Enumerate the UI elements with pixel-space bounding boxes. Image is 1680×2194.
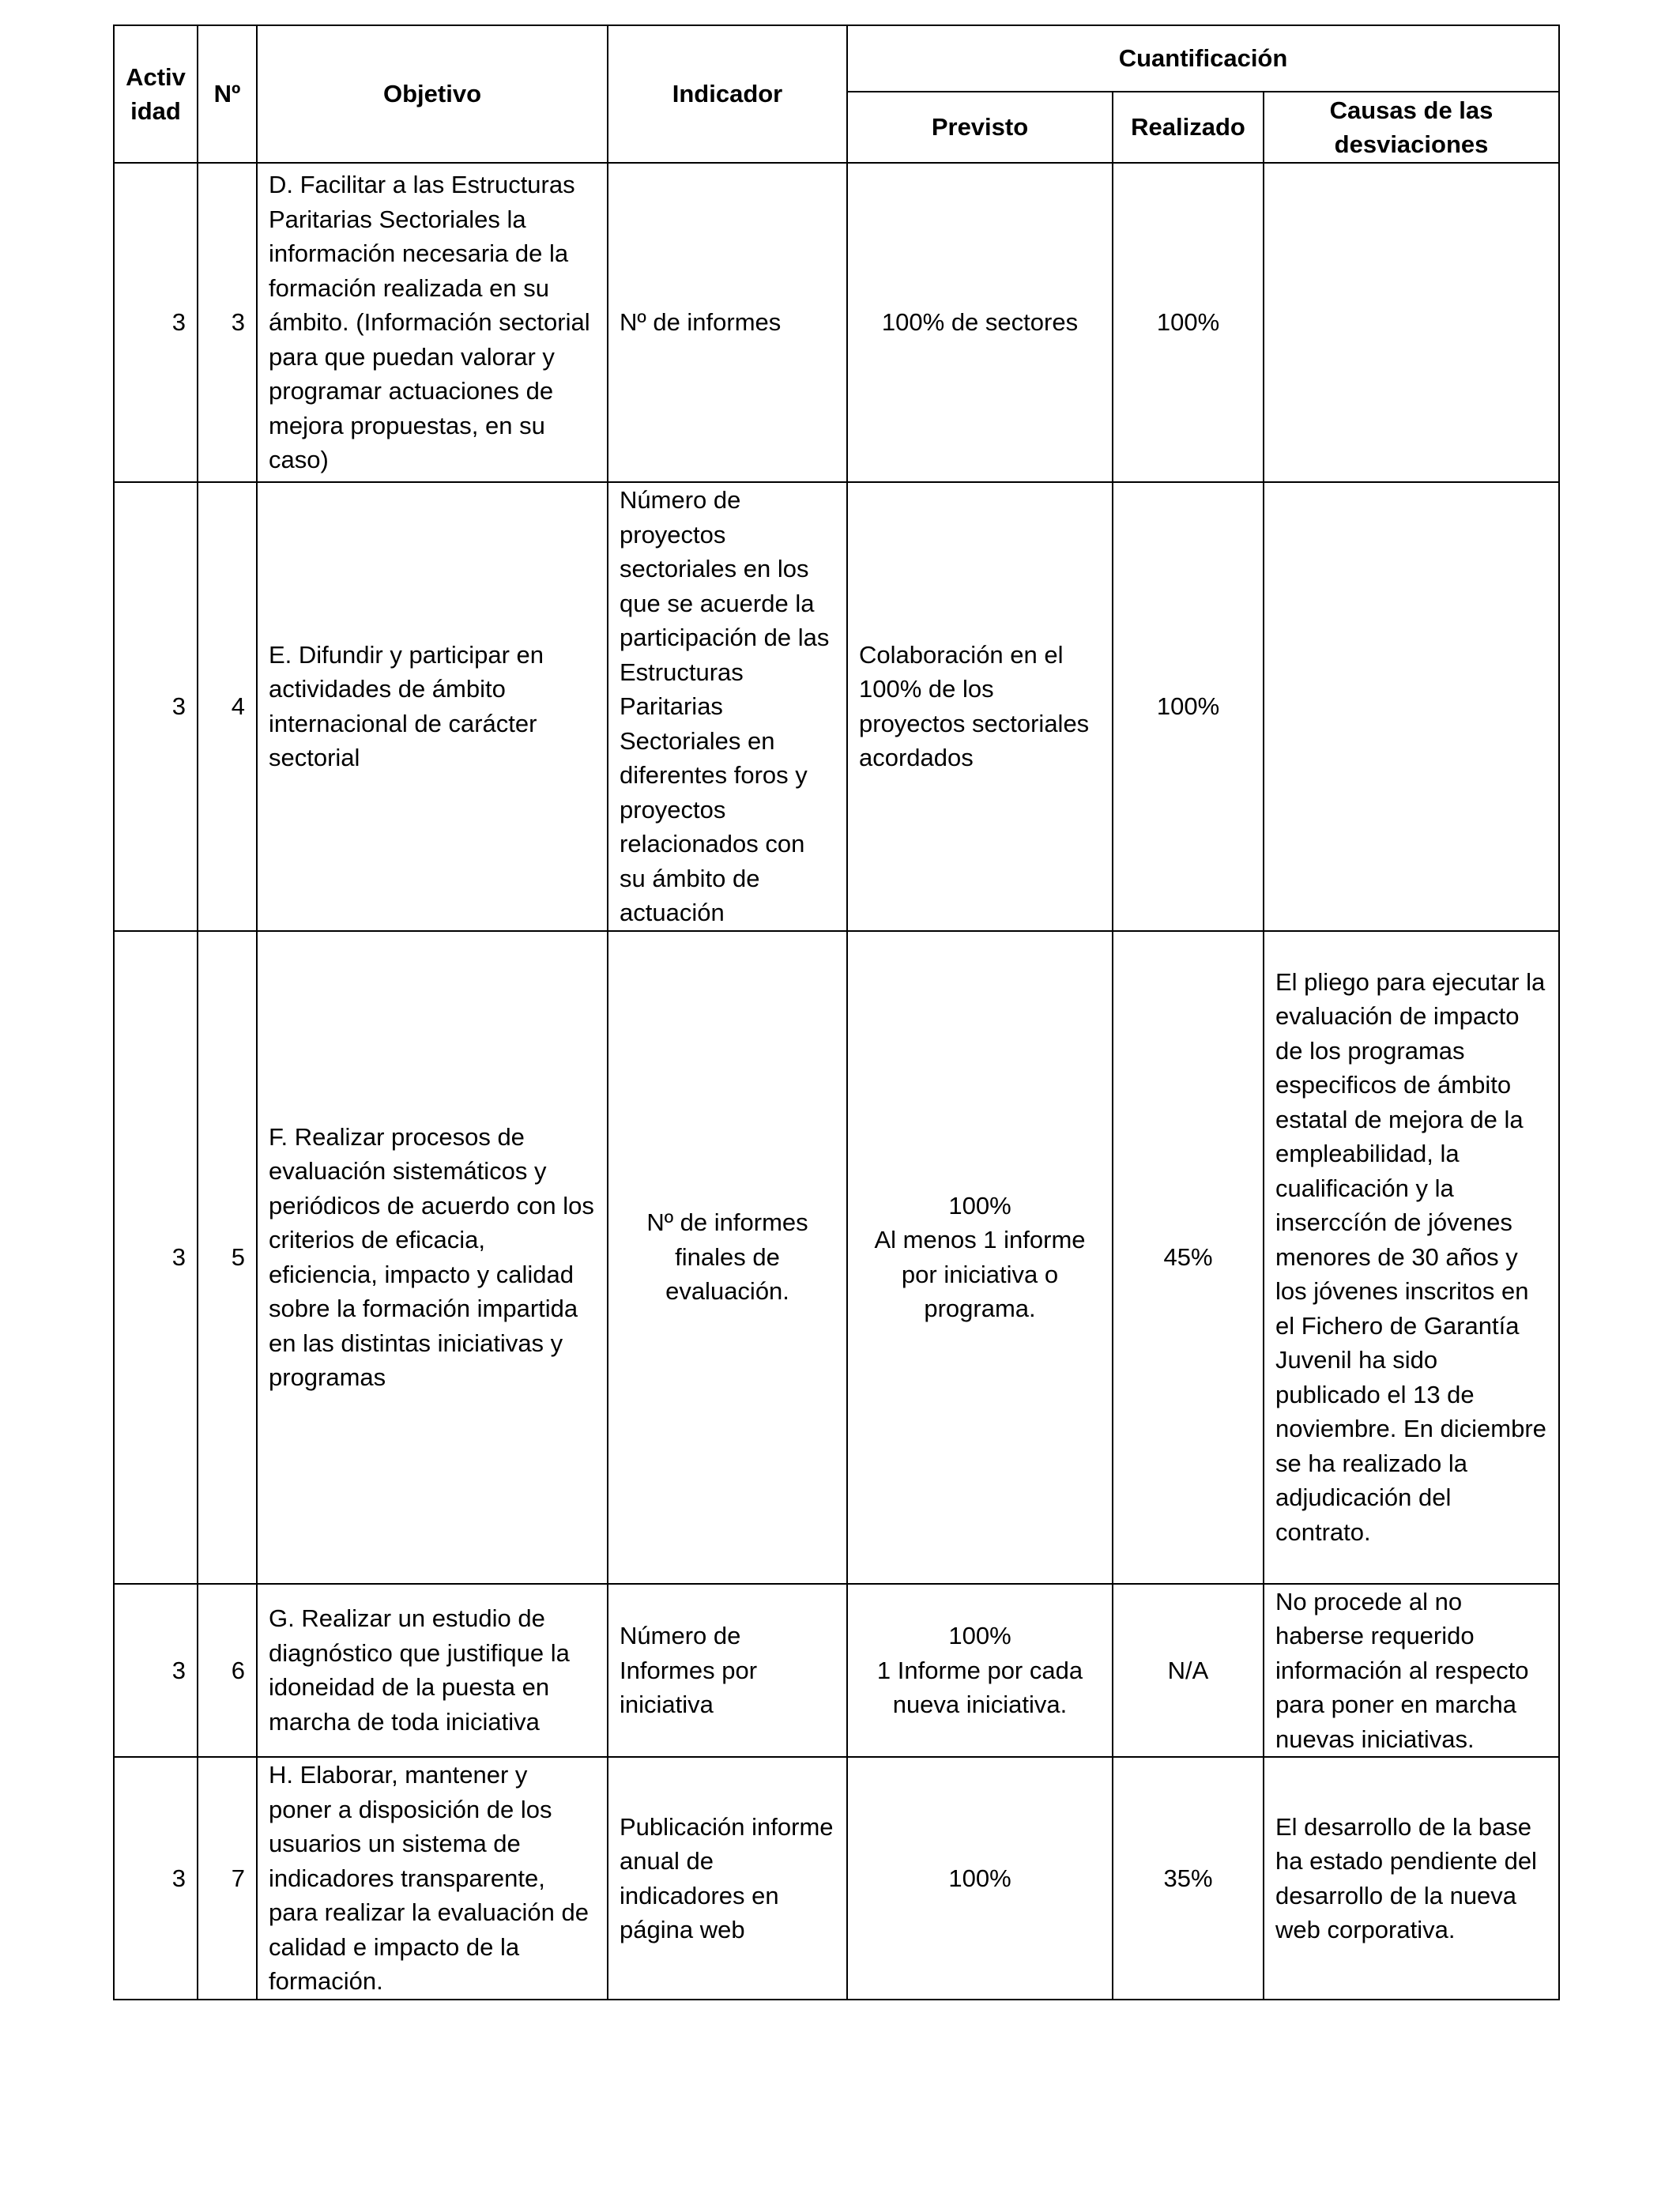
cell-realizado: 100% bbox=[1113, 163, 1264, 482]
cell-actividad: 3 bbox=[114, 163, 198, 482]
cell-numero: 5 bbox=[198, 931, 257, 1584]
cell-realizado: 35% bbox=[1113, 1757, 1264, 2000]
table-row bbox=[114, 1584, 1559, 1758]
cell-objetivo: E. Difundir y participar en actividades de ámbito internacional de carácter sectorial bbox=[257, 482, 608, 931]
cell-objetivo: G. Realizar un estudio de diagnóstico que justifique la idoneidad de la puesta en marcha de toda iniciativa bbox=[257, 1584, 608, 1758]
table-row bbox=[114, 931, 1559, 1584]
cell-indicador: Número de proyectos sectoriales en los que se acuerde la participación de las Estructuras Paritarias Sectoriales en diferentes foros y proyectos relacionados con su ámbito de actuación bbox=[608, 482, 847, 931]
header-row bbox=[114, 25, 1559, 92]
cell-actividad: 3 bbox=[114, 1757, 198, 2000]
header-objetivo: Objetivo bbox=[257, 25, 608, 163]
cell-previsto: 100% de sectores bbox=[847, 163, 1113, 482]
indicators-table bbox=[113, 25, 1560, 2000]
header-previsto: Previsto bbox=[847, 92, 1113, 163]
table-row bbox=[114, 482, 1559, 931]
cell-objetivo: F. Realizar procesos de evaluación sistemáticos y periódicos de acuerdo con los criterios de eficacia, eficiencia, impacto y calidad sobre la formación impartida en las distintas iniciativas y programas bbox=[257, 931, 608, 1584]
cell-numero: 3 bbox=[198, 163, 257, 482]
cell-objetivo: H. Elaborar, mantener y poner a disposición de los usuarios un sistema de indicadores transparente, para realizar la evaluación de calidad e impacto de la formación. bbox=[257, 1757, 608, 2000]
header-realizado: Realizado bbox=[1113, 92, 1264, 163]
header-actividad: Actividad bbox=[114, 25, 198, 163]
cell-actividad: 3 bbox=[114, 931, 198, 1584]
cell-actividad: 3 bbox=[114, 482, 198, 931]
cell-numero: 7 bbox=[198, 1757, 257, 2000]
cell-indicador: Nº de informes finales de evaluación. bbox=[608, 931, 847, 1584]
cell-previsto: Colaboración en el 100% de los proyectos sectoriales acordados bbox=[847, 482, 1113, 931]
header-numero: Nº bbox=[198, 25, 257, 163]
cell-previsto: 100% bbox=[847, 1757, 1113, 2000]
header-indicador: Indicador bbox=[608, 25, 847, 163]
cell-actividad: 3 bbox=[114, 1584, 198, 1758]
cell-previsto: 100% 1 Informe por cada nueva iniciativa. bbox=[847, 1584, 1113, 1758]
cell-realizado: N/A bbox=[1113, 1584, 1264, 1758]
header-causas: Causas de las desviaciones bbox=[1264, 92, 1559, 163]
cell-realizado: 45% bbox=[1113, 931, 1264, 1584]
cell-indicador: Número de Informes por iniciativa bbox=[608, 1584, 847, 1758]
cell-causas: El pliego para ejecutar la evaluación de impacto de los programas especificos de ámbito estatal de mejora de la empleabilidad, la cualificación y la inserccíón de jóvenes menores de 30 años y los jóvenes inscritos en el Fichero de Garantía Juvenil ha sido publicado el 13 de noviembre. En diciembre se ha realizado la adjudicación del contrato. bbox=[1264, 931, 1559, 1584]
cell-numero: 6 bbox=[198, 1584, 257, 1758]
cell-causas: El desarrollo de la base ha estado pendiente del desarrollo de la nueva web corporativa. bbox=[1264, 1757, 1559, 2000]
cell-indicador: Publicación informe anual de indicadores en página web bbox=[608, 1757, 847, 2000]
cell-numero: 4 bbox=[198, 482, 257, 931]
cell-previsto: 100% Al menos 1 informe por iniciativa o programa. bbox=[847, 931, 1113, 1584]
cell-causas bbox=[1264, 163, 1559, 482]
table-row bbox=[114, 1757, 1559, 2000]
cell-realizado: 100% bbox=[1113, 482, 1264, 931]
cell-causas: No procede al no haberse requerido información al respecto para poner en marcha nuevas iniciativas. bbox=[1264, 1584, 1559, 1758]
cell-indicador: Nº de informes bbox=[608, 163, 847, 482]
cell-causas bbox=[1264, 482, 1559, 931]
cell-objetivo: D. Facilitar a las Estructuras Paritarias Sectoriales la información necesaria de la formación realizada en su ámbito. (Información sectorial para que puedan valorar y programar actuaciones de mejora propuestas, en su caso) bbox=[257, 163, 608, 482]
header-cuantificacion: Cuantificación bbox=[847, 25, 1559, 92]
table-row bbox=[114, 163, 1559, 482]
